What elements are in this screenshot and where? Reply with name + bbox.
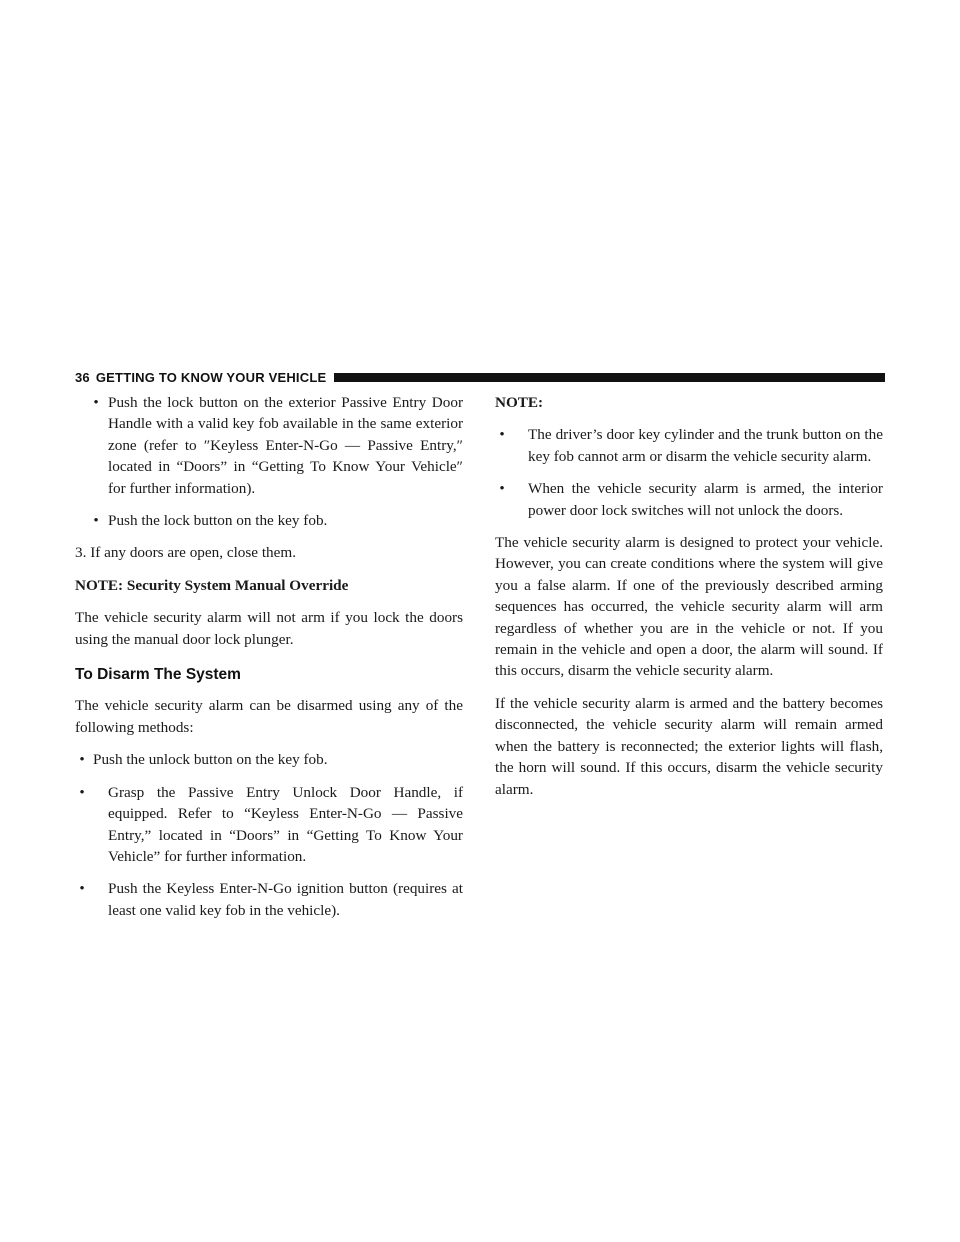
- list-item-text: Push the lock button on the key fob.: [108, 512, 328, 530]
- right-column: [495, 392, 883, 811]
- note-heading: NOTE:: [495, 394, 544, 411]
- list-item: [75, 878, 463, 921]
- list-item: [495, 424, 883, 467]
- note-override-heading: NOTE: Security System Manual Override: [75, 576, 349, 594]
- bullet-icon: •: [79, 751, 85, 769]
- page-header: [75, 368, 885, 386]
- bullet-icon: •: [93, 512, 99, 530]
- paragraph-plunger: The vehicle security alarm will not arm if you lock the doors using the manual door lock plunger.: [75, 609, 463, 648]
- list-item-text: Grasp the Passive Entry Unlock Door Handle, if equipped. Refer to “Keyless Enter-N-Go — Passive Entry,” located in “Doors” in “Getting To Know Your Vehicle” for further information.: [108, 783, 463, 865]
- bullet-icon: •: [79, 880, 85, 898]
- list-item-text: Push the lock button on the exterior Passive Entry Door Handle with a valid key fob available in the same exterior zone (refer to ″Keyless Enter-N-Go — Passive Entry,″ located in “Doors” in “Getting To Know Your Vehicle″ for further information).: [108, 394, 463, 497]
- list-item: [75, 392, 463, 499]
- header-rule: [334, 373, 885, 382]
- bullet-icon: •: [79, 783, 85, 801]
- bullet-icon: •: [499, 426, 505, 444]
- list-item: [75, 510, 463, 531]
- list-item: [75, 749, 463, 770]
- heading-disarm: To Disarm The System: [75, 666, 241, 684]
- section-title: GETTING TO KNOW YOUR VEHICLE: [95, 369, 327, 385]
- paragraph-battery: If the vehicle security alarm is armed and the battery becomes disconnected, the vehicle security alarm will remain armed when the battery is reconnected; the exterior lights will flash, the horn will sound. If this occurs, disarm the vehicle security alarm.: [495, 694, 883, 798]
- list-item: [75, 782, 463, 868]
- list-item-text: Push the unlock button on the key fob.: [93, 751, 328, 769]
- paragraph-disarm: The vehicle security alarm can be disarmed using any of the following methods:: [75, 697, 463, 736]
- list-item-text: The driver’s door key cylinder and the trunk button on the key fob cannot arm or disarm the vehicle security alarm.: [528, 426, 883, 465]
- page-number: 36: [75, 369, 90, 385]
- list-item: [495, 478, 883, 521]
- bullet-icon: •: [93, 394, 99, 411]
- bullet-icon: •: [499, 480, 505, 498]
- left-column: [75, 392, 463, 932]
- paragraph-false-alarm: The vehicle security alarm is designed to protect your vehicle. However, you can create conditions where the system will give you a false alarm. If one of the previously described arming sequences has occurred, the vehicle security alarm will arm regardless of whether you are in the vehicle or not. If you remain in the vehicle and open a door, the alarm will sound. If this occurs, disarm the vehicle security alarm.: [495, 534, 883, 680]
- list-item-text: When the vehicle security alarm is armed, the interior power door lock switches will not unlock the doors.: [528, 480, 883, 519]
- step-3: 3. If any doors are open, close them.: [75, 544, 296, 562]
- list-item-text: Push the Keyless Enter-N-Go ignition button (requires at least one valid key fob in the vehicle).: [108, 880, 463, 919]
